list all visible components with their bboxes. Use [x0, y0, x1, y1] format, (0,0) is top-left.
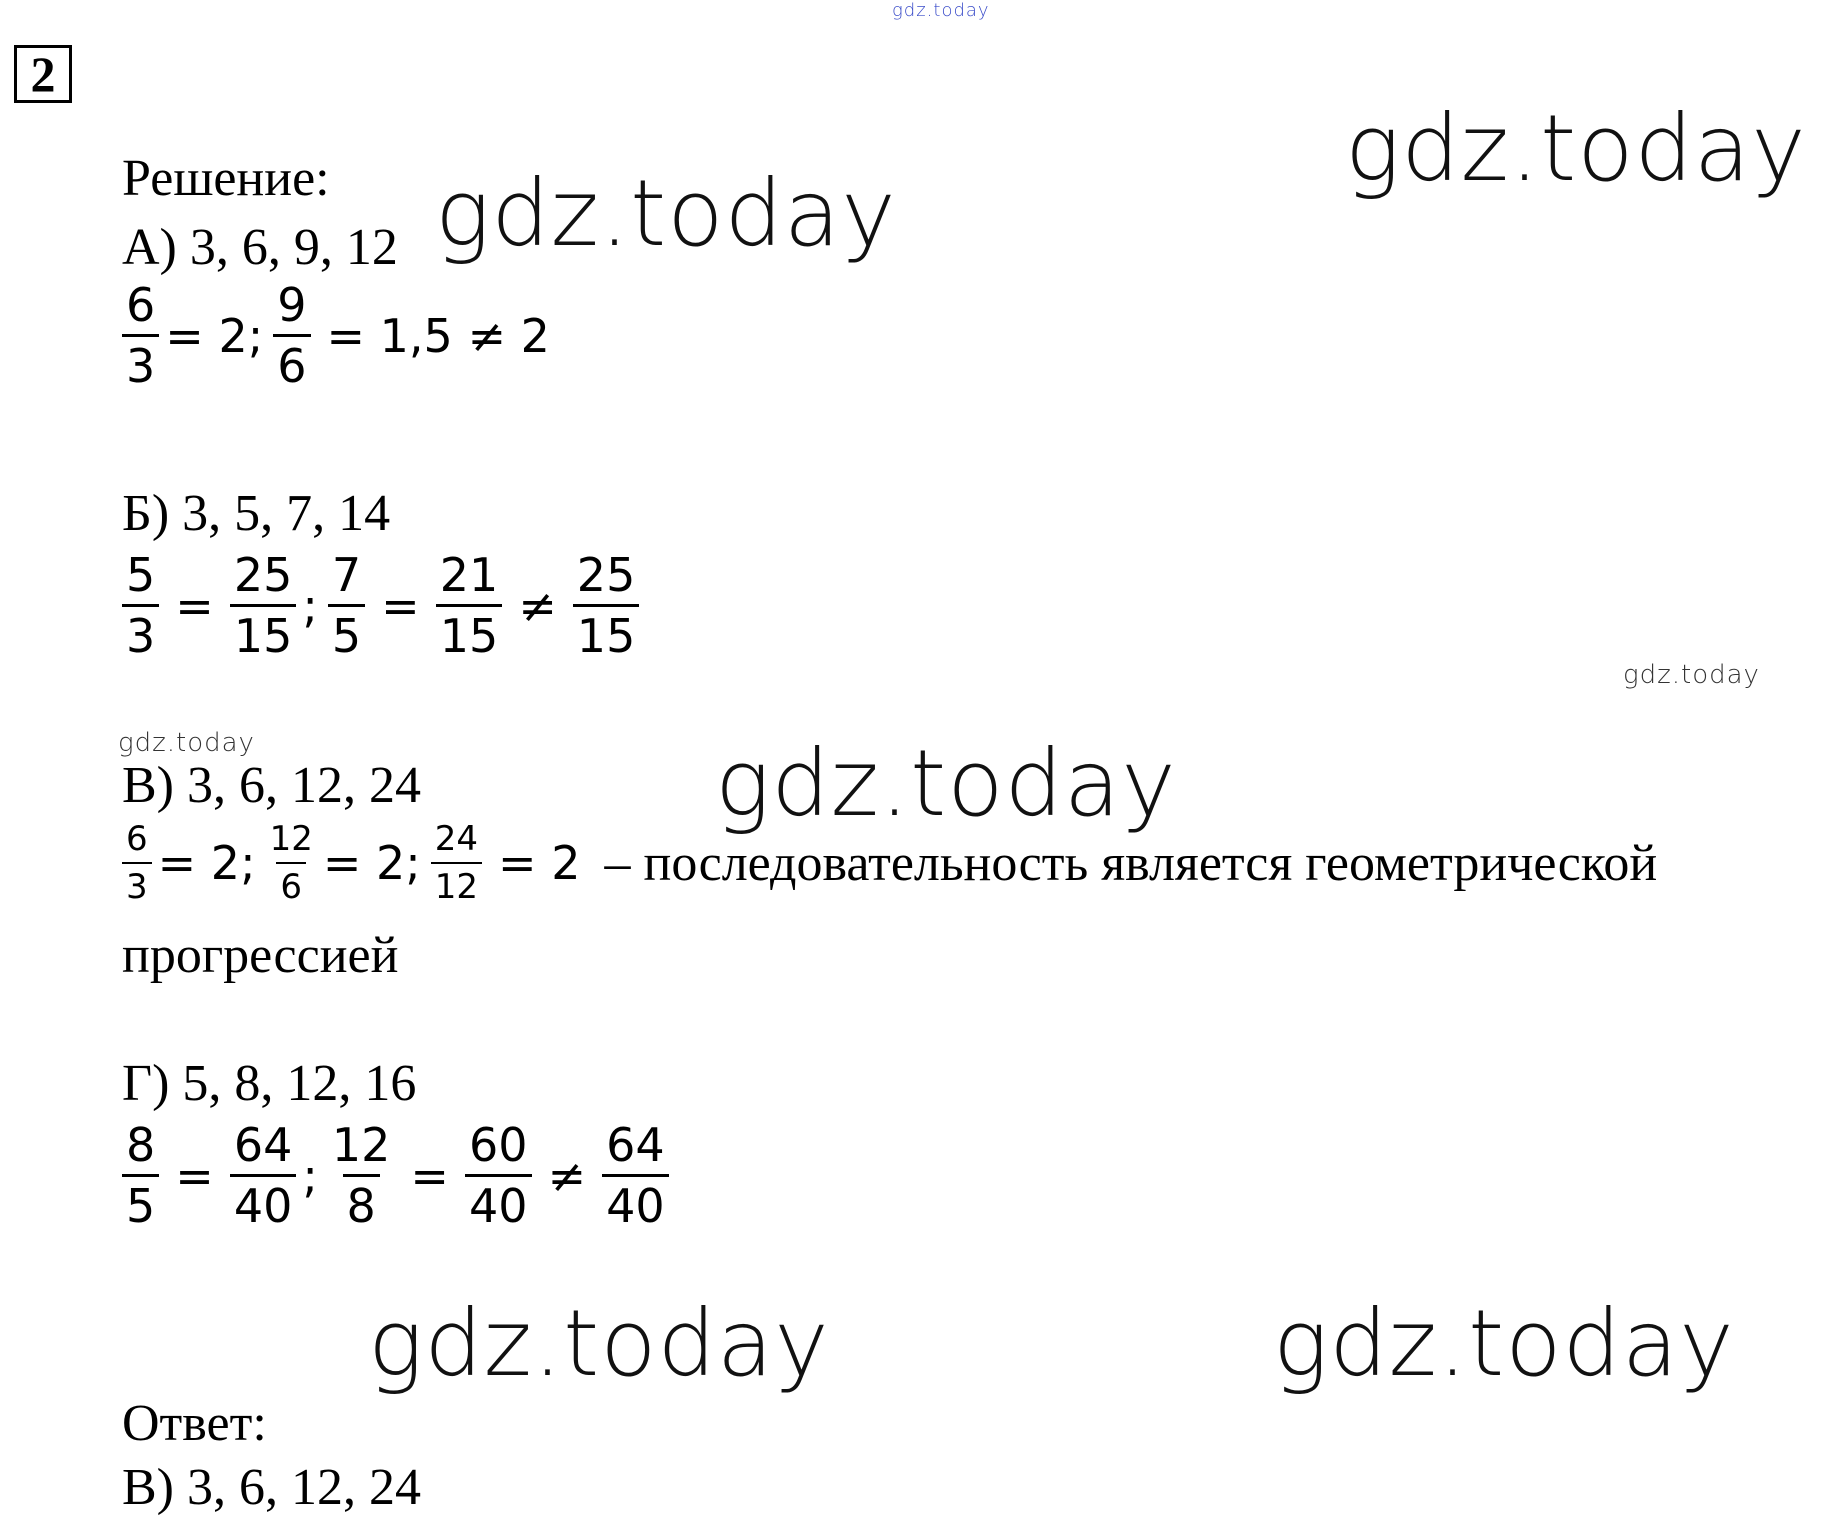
watermark-3: gdz.today	[1623, 660, 1760, 690]
part-b-fraction-4	[436, 548, 503, 663]
denominator: 15	[436, 604, 503, 659]
part-a-equation	[116, 278, 560, 393]
numerator: 5	[126, 548, 156, 602]
numerator: 12	[331, 1118, 391, 1172]
part-g-fraction-3	[328, 1118, 395, 1233]
task-number-box: 2	[14, 45, 72, 103]
not-equal-sign: ≠	[518, 578, 557, 633]
numerator: 9	[277, 278, 307, 332]
part-v-fraction-3	[431, 819, 482, 907]
numerator: 60	[468, 1118, 528, 1172]
watermark-top: gdz.today	[892, 0, 990, 21]
numerator: 8	[126, 1118, 156, 1172]
part-g-fraction-2	[230, 1118, 297, 1233]
watermark-6: gdz.today	[368, 1290, 830, 1397]
not-equal-sign: ≠	[547, 1148, 587, 1203]
part-a-fraction-2	[273, 278, 310, 393]
equals-sign: =	[381, 578, 420, 633]
denominator: 40	[602, 1174, 669, 1229]
part-v-conclusion: – последовательность является геометрической	[604, 834, 1658, 892]
denominator: 40	[230, 1174, 297, 1229]
semicolon: ;	[302, 578, 318, 633]
denominator: 12	[431, 862, 482, 904]
numerator: 24	[434, 819, 479, 859]
part-a-eq-1: = 2;	[165, 308, 264, 363]
watermark-4: gdz.today	[118, 728, 255, 758]
part-b-fraction-1	[122, 548, 159, 663]
part-b-equation	[116, 548, 645, 663]
watermark-2: gdz.today	[435, 160, 897, 267]
part-g-fraction-4	[465, 1118, 532, 1233]
watermark-7: gdz.today	[1273, 1290, 1735, 1397]
part-g-fraction-1	[122, 1118, 159, 1233]
denominator: 6	[273, 334, 310, 389]
denominator: 3	[122, 334, 159, 389]
part-v-equation	[116, 819, 1658, 907]
solution-label: Решение:	[122, 150, 330, 207]
part-g-equation	[116, 1118, 675, 1233]
denominator: 6	[276, 862, 306, 904]
denominator: 3	[122, 604, 159, 659]
denominator: 15	[573, 604, 640, 659]
part-a-fraction-1	[122, 278, 159, 393]
part-v-label: В) 3, 6, 12, 24	[122, 757, 421, 814]
part-b-fraction-3	[328, 548, 365, 663]
part-b-fraction-5	[573, 548, 640, 663]
part-a-eq-2: = 1,5 ≠ 2	[326, 308, 550, 363]
denominator: 5	[328, 604, 365, 659]
part-g-fraction-5	[602, 1118, 669, 1233]
semicolon: ;	[302, 1148, 318, 1203]
watermark-5: gdz.today	[715, 730, 1177, 837]
numerator: 7	[331, 548, 362, 602]
part-v-fraction-1	[122, 819, 152, 907]
part-b-label: Б) 3, 5, 7, 14	[122, 485, 391, 542]
part-a-label: А) 3, 6, 9, 12	[122, 219, 398, 276]
numerator: 21	[439, 548, 499, 602]
equals-sign: =	[175, 578, 214, 633]
equals-sign: =	[410, 1148, 449, 1203]
part-b-fraction-2	[230, 548, 297, 663]
denominator: 3	[122, 862, 152, 904]
part-v-eq-3: = 2	[498, 836, 581, 890]
numerator: 64	[233, 1118, 293, 1172]
answer-value: В) 3, 6, 12, 24	[122, 1459, 421, 1516]
denominator: 40	[465, 1174, 532, 1229]
denominator: 5	[122, 1174, 159, 1229]
numerator: 25	[576, 548, 636, 602]
numerator: 12	[269, 819, 313, 859]
watermark-1: gdz.today	[1345, 95, 1807, 202]
part-v-eq-2: = 2;	[322, 836, 421, 890]
part-v-eq-1: = 2;	[157, 836, 256, 890]
part-v-fraction-2	[266, 819, 317, 907]
part-g-label: Г) 5, 8, 12, 16	[122, 1055, 417, 1112]
numerator: 64	[606, 1118, 665, 1172]
part-v-conclusion-cont: прогрессией	[122, 927, 399, 984]
denominator: 15	[230, 604, 297, 659]
equals-sign: =	[175, 1148, 214, 1203]
answer-label: Ответ:	[122, 1395, 267, 1452]
numerator: 25	[233, 548, 293, 602]
denominator: 8	[343, 1174, 380, 1229]
numerator: 6	[126, 819, 148, 859]
numerator: 6	[126, 278, 156, 332]
